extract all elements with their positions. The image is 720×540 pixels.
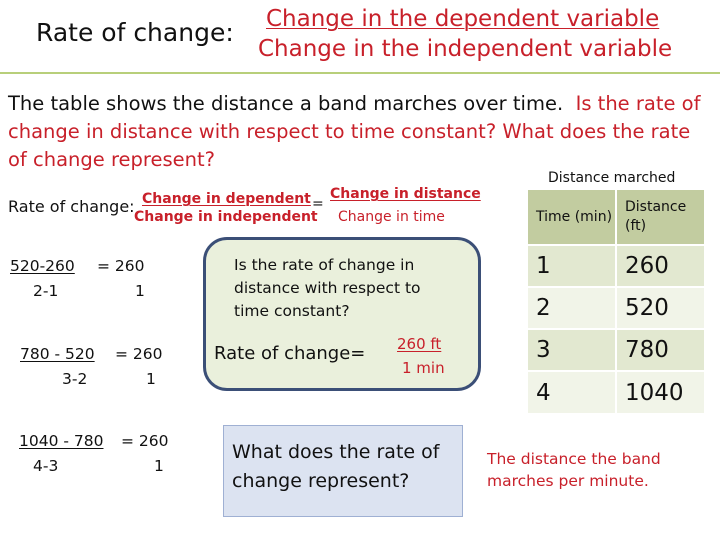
distance-cell: 1040 — [616, 371, 704, 413]
distance-cell: 260 — [616, 245, 704, 287]
formula-numerator: Change in dependent — [142, 191, 311, 207]
calc-1-result: = 260 — [97, 257, 145, 275]
header-numerator: Change in the dependent variable — [266, 6, 660, 32]
time-cell: 1 — [528, 245, 616, 287]
time-cell: 2 — [528, 287, 616, 329]
formula-denominator-2: Change in time — [338, 209, 445, 225]
formula-equals: = — [312, 196, 324, 212]
question-text: Is the rate of change in distance with respect to time constant? — [234, 256, 421, 320]
formula-denominator: Change in independent — [134, 209, 318, 225]
distance-cell: 780 — [616, 329, 704, 371]
calc-2-result-denominator: 1 — [146, 370, 156, 388]
table-header-row — [528, 189, 704, 245]
time-cell: 4 — [528, 371, 616, 413]
distance-cell: 520 — [616, 287, 704, 329]
answer-text: The distance the band marches per minute. — [487, 450, 661, 490]
calc-3-denominator: 4-3 — [33, 457, 59, 475]
formula-numerator-2: Change in distance — [330, 186, 481, 202]
header-divider — [0, 72, 720, 74]
calc-1-numerator: 520-260 — [10, 257, 75, 275]
calc-1-denominator: 2-1 — [33, 282, 59, 300]
table-row — [528, 287, 704, 329]
formula-label: Rate of change: — [8, 197, 135, 216]
calc-2-result: = 260 — [115, 345, 163, 363]
calc-3-numerator: 1040 - 780 — [19, 432, 104, 450]
header-time: Time (min) — [528, 189, 616, 245]
table-row — [528, 329, 704, 371]
rate-denominator: 1 min — [402, 359, 445, 377]
calc-1-result-denominator: 1 — [135, 282, 145, 300]
time-cell: 3 — [528, 329, 616, 371]
represent-text: What does the rate of change represent? — [232, 441, 440, 492]
header-distance: Distance (ft) — [616, 189, 704, 245]
intro-paragraph — [8, 90, 708, 174]
intro-question: Is the rate of change in distance with respect to time constant? What does the rate of change represent? — [8, 92, 701, 171]
header-denominator: Change in the independent variable — [258, 36, 673, 62]
table-caption: Distance marched — [548, 170, 676, 186]
distance-table — [528, 188, 704, 413]
calc-2-denominator: 3-2 — [62, 370, 88, 388]
intro-main: The table shows the distance a band marches over time. — [8, 92, 564, 115]
table-row — [528, 245, 704, 287]
table-row — [528, 371, 704, 413]
calc-3-result-denominator: 1 — [154, 457, 164, 475]
calc-2-numerator: 780 - 520 — [20, 345, 95, 363]
rate-numerator: 260 ft — [397, 335, 442, 353]
calc-3-result: = 260 — [121, 432, 169, 450]
header-label: Rate of change: — [36, 18, 234, 47]
rate-label: Rate of change= — [214, 343, 366, 364]
